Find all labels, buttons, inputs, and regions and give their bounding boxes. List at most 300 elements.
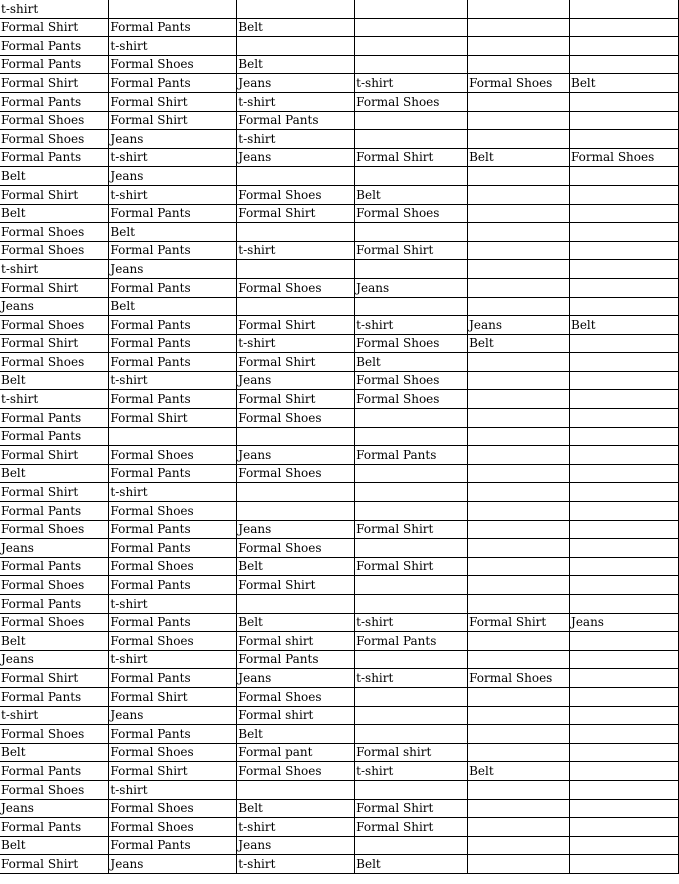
- table-cell[interactable]: [468, 111, 570, 130]
- table-cell[interactable]: Formal Pants: [0, 818, 109, 837]
- table-cell[interactable]: [237, 297, 355, 316]
- table-cell[interactable]: [468, 743, 570, 762]
- table-cell[interactable]: Formal Pants: [109, 613, 237, 632]
- table-cell[interactable]: [468, 37, 570, 56]
- table-cell[interactable]: Formal Pants: [109, 204, 237, 223]
- table-row: [0, 595, 679, 614]
- table-cell[interactable]: [570, 241, 679, 260]
- table-cell[interactable]: Formal Pants: [0, 37, 109, 56]
- table-row: [0, 576, 679, 595]
- table-cell[interactable]: [468, 557, 570, 576]
- table-cell[interactable]: Formal Shoes: [109, 799, 237, 818]
- table-cell[interactable]: [468, 539, 570, 558]
- table-cell[interactable]: Formal Shoes: [237, 539, 355, 558]
- table-cell[interactable]: [570, 55, 679, 74]
- table-cell[interactable]: Formal Pants: [237, 650, 355, 669]
- table-cell[interactable]: [109, 427, 237, 446]
- table-cell[interactable]: Formal Pants: [355, 632, 468, 651]
- table-cell[interactable]: Formal Shirt: [109, 762, 237, 781]
- table-cell[interactable]: [468, 836, 570, 855]
- table-cell[interactable]: Formal Shoes: [109, 446, 237, 465]
- table-cell[interactable]: Formal Shoes: [355, 371, 468, 390]
- table-cell[interactable]: Formal Shoes: [109, 55, 237, 74]
- table-cell[interactable]: [468, 687, 570, 706]
- table-cell[interactable]: Belt: [570, 316, 679, 335]
- table-cell[interactable]: Formal Shirt: [237, 204, 355, 223]
- table-cell[interactable]: Formal Shirt: [237, 576, 355, 595]
- table-row: [0, 409, 679, 428]
- table-cell[interactable]: [355, 111, 468, 130]
- table-cell[interactable]: [570, 223, 679, 242]
- table-cell[interactable]: Formal Shirt: [0, 669, 109, 688]
- table-cell[interactable]: Jeans: [109, 130, 237, 149]
- table-cell[interactable]: Formal Pants: [0, 595, 109, 614]
- table-cell[interactable]: Formal Pants: [0, 687, 109, 706]
- table-cell[interactable]: [468, 167, 570, 186]
- table-cell[interactable]: [570, 371, 679, 390]
- table-cell[interactable]: [468, 409, 570, 428]
- table-cell[interactable]: [355, 725, 468, 744]
- table-cell[interactable]: t-shirt: [0, 706, 109, 725]
- table-cell[interactable]: Jeans: [237, 74, 355, 93]
- table-cell[interactable]: Belt: [0, 743, 109, 762]
- table-cell[interactable]: [570, 0, 679, 18]
- table-cell[interactable]: Jeans: [109, 706, 237, 725]
- table-cell[interactable]: t-shirt: [355, 613, 468, 632]
- table-cell[interactable]: Jeans: [0, 650, 109, 669]
- table-cell[interactable]: [570, 204, 679, 223]
- table-cell[interactable]: Jeans: [237, 148, 355, 167]
- table-cell[interactable]: [570, 650, 679, 669]
- table-cell[interactable]: [237, 483, 355, 502]
- table-cell[interactable]: [468, 185, 570, 204]
- table-cell[interactable]: [570, 595, 679, 614]
- table-cell[interactable]: Formal Shoes: [0, 725, 109, 744]
- table-cell[interactable]: Belt: [0, 836, 109, 855]
- table-cell[interactable]: [570, 836, 679, 855]
- table-cell[interactable]: Formal Pants: [0, 762, 109, 781]
- table-cell[interactable]: Formal Shirt: [0, 18, 109, 37]
- table-cell[interactable]: Belt: [237, 557, 355, 576]
- table-cell[interactable]: [468, 483, 570, 502]
- table-cell[interactable]: t-shirt: [109, 148, 237, 167]
- table-cell[interactable]: Jeans: [237, 446, 355, 465]
- table-cell[interactable]: [237, 427, 355, 446]
- table-cell[interactable]: Formal Shirt: [0, 278, 109, 297]
- table-cell[interactable]: t-shirt: [237, 130, 355, 149]
- table-cell[interactable]: [570, 799, 679, 818]
- table-cell[interactable]: [570, 483, 679, 502]
- table-cell[interactable]: [355, 223, 468, 242]
- table-cell[interactable]: [570, 557, 679, 576]
- table-cell[interactable]: [355, 780, 468, 799]
- table-cell[interactable]: [355, 483, 468, 502]
- table-cell[interactable]: [355, 409, 468, 428]
- table-cell[interactable]: Formal Shoes: [237, 687, 355, 706]
- table-cell[interactable]: Formal Pants: [109, 353, 237, 372]
- table-cell[interactable]: Formal Shoes: [109, 632, 237, 651]
- table-cell[interactable]: [570, 353, 679, 372]
- table-cell[interactable]: Formal Pants: [109, 334, 237, 353]
- table-cell[interactable]: Formal Shirt: [237, 316, 355, 335]
- table-cell[interactable]: [570, 185, 679, 204]
- table-cell[interactable]: [570, 409, 679, 428]
- table-cell[interactable]: Formal Pants: [0, 427, 109, 446]
- table-cell[interactable]: Formal Shoes: [237, 464, 355, 483]
- table-cell[interactable]: Jeans: [0, 297, 109, 316]
- table-cell[interactable]: [355, 167, 468, 186]
- table-cell[interactable]: [570, 167, 679, 186]
- table-cell[interactable]: [237, 595, 355, 614]
- table-cell[interactable]: [570, 576, 679, 595]
- table-cell[interactable]: [570, 706, 679, 725]
- table-cell[interactable]: Formal Shirt: [0, 334, 109, 353]
- table-cell[interactable]: Belt: [237, 18, 355, 37]
- table-cell[interactable]: Formal Shirt: [355, 557, 468, 576]
- table-cell[interactable]: Jeans: [237, 371, 355, 390]
- table-cell[interactable]: Formal Shirt: [109, 409, 237, 428]
- table-cell[interactable]: t-shirt: [109, 185, 237, 204]
- table-cell[interactable]: Formal Shoes: [0, 111, 109, 130]
- table-cell[interactable]: Jeans: [355, 278, 468, 297]
- table-cell[interactable]: [355, 836, 468, 855]
- table-cell[interactable]: Formal pant: [237, 743, 355, 762]
- table-cell[interactable]: [570, 260, 679, 279]
- table-cell[interactable]: Formal Shoes: [0, 520, 109, 539]
- table-cell[interactable]: [468, 446, 570, 465]
- table-cell[interactable]: Formal Pants: [0, 557, 109, 576]
- table-cell[interactable]: Jeans: [109, 260, 237, 279]
- table-cell[interactable]: Formal Pants: [355, 446, 468, 465]
- table-cell[interactable]: Formal Shoes: [0, 780, 109, 799]
- table-cell[interactable]: Formal Pants: [0, 55, 109, 74]
- table-cell[interactable]: [468, 725, 570, 744]
- table-cell[interactable]: Belt: [109, 297, 237, 316]
- table-cell[interactable]: Formal Pants: [109, 836, 237, 855]
- table-cell[interactable]: Formal Shoes: [0, 576, 109, 595]
- table-cell[interactable]: Formal Shoes: [468, 74, 570, 93]
- table-cell[interactable]: [570, 18, 679, 37]
- table-cell[interactable]: Formal Pants: [237, 111, 355, 130]
- table-cell[interactable]: [468, 427, 570, 446]
- table-cell[interactable]: [570, 111, 679, 130]
- table-cell[interactable]: Formal shirt: [355, 743, 468, 762]
- table-cell[interactable]: Formal Shoes: [0, 353, 109, 372]
- table-cell[interactable]: Jeans: [237, 520, 355, 539]
- table-row: [0, 55, 679, 74]
- table-row: [0, 92, 679, 111]
- table-cell[interactable]: [570, 725, 679, 744]
- table-cell[interactable]: t-shirt: [355, 74, 468, 93]
- table-cell[interactable]: [237, 260, 355, 279]
- table-cell[interactable]: Formal Pants: [109, 725, 237, 744]
- table-cell[interactable]: t-shirt: [355, 669, 468, 688]
- table-cell[interactable]: Formal Shoes: [0, 223, 109, 242]
- table-cell[interactable]: t-shirt: [237, 334, 355, 353]
- table-cell[interactable]: Jeans: [237, 669, 355, 688]
- table-cell[interactable]: t-shirt: [237, 92, 355, 111]
- table-cell[interactable]: Formal Pants: [109, 576, 237, 595]
- table-cell[interactable]: Formal Shirt: [237, 390, 355, 409]
- table-cell[interactable]: Formal Pants: [109, 241, 237, 260]
- table-cell[interactable]: [570, 687, 679, 706]
- table-cell[interactable]: Formal Shirt: [237, 353, 355, 372]
- table-cell[interactable]: Belt: [0, 632, 109, 651]
- table-cell[interactable]: [468, 650, 570, 669]
- table-cell[interactable]: [570, 390, 679, 409]
- table-cell[interactable]: t-shirt: [355, 316, 468, 335]
- table-cell[interactable]: [468, 799, 570, 818]
- table-cell[interactable]: Formal Shirt: [0, 185, 109, 204]
- table-cell[interactable]: t-shirt: [109, 780, 237, 799]
- table-cell[interactable]: Formal Pants: [0, 409, 109, 428]
- table-cell[interactable]: Formal Shirt: [355, 818, 468, 837]
- table-cell[interactable]: [570, 92, 679, 111]
- table-cell[interactable]: [468, 371, 570, 390]
- table-cell[interactable]: Formal Pants: [0, 148, 109, 167]
- table-cell[interactable]: Belt: [0, 371, 109, 390]
- table-cell[interactable]: [468, 632, 570, 651]
- table-cell[interactable]: [355, 0, 468, 18]
- table-cell[interactable]: Formal Shirt: [355, 148, 468, 167]
- table-row: [0, 260, 679, 279]
- table-cell[interactable]: [570, 632, 679, 651]
- table-cell[interactable]: Formal Shirt: [109, 92, 237, 111]
- table-cell[interactable]: [570, 855, 679, 874]
- table-cell[interactable]: [468, 576, 570, 595]
- table-cell[interactable]: t-shirt: [109, 371, 237, 390]
- table-cell[interactable]: [355, 502, 468, 521]
- table-row: [0, 334, 679, 353]
- table-row: [0, 223, 679, 242]
- table-cell[interactable]: Formal Pants: [109, 669, 237, 688]
- table-cell[interactable]: Belt: [237, 613, 355, 632]
- table-cell[interactable]: [468, 706, 570, 725]
- table-cell[interactable]: t-shirt: [109, 595, 237, 614]
- table-cell[interactable]: Formal Shoes: [355, 92, 468, 111]
- table-cell[interactable]: Formal Pants: [109, 316, 237, 335]
- table-cell[interactable]: Formal Shirt: [109, 111, 237, 130]
- table-cell[interactable]: Formal Pants: [0, 502, 109, 521]
- table-cell[interactable]: [355, 650, 468, 669]
- table-cell[interactable]: [237, 167, 355, 186]
- table-cell[interactable]: Belt: [237, 725, 355, 744]
- table-cell[interactable]: Belt: [0, 167, 109, 186]
- table-row: [0, 613, 679, 632]
- table-cell[interactable]: Formal Shoes: [0, 613, 109, 632]
- table-cell[interactable]: Formal Shoes: [355, 334, 468, 353]
- table-cell[interactable]: Formal Pants: [109, 18, 237, 37]
- table-cell[interactable]: [468, 0, 570, 18]
- table-cell[interactable]: Belt: [355, 353, 468, 372]
- table-cell[interactable]: [570, 669, 679, 688]
- table-cell[interactable]: t-shirt: [0, 0, 109, 18]
- table-cell[interactable]: Jeans: [468, 316, 570, 335]
- table-cell[interactable]: [355, 297, 468, 316]
- table-cell[interactable]: Formal Shirt: [0, 483, 109, 502]
- table-cell[interactable]: [468, 204, 570, 223]
- table-cell[interactable]: [468, 92, 570, 111]
- table-cell[interactable]: Formal Shirt: [0, 74, 109, 93]
- table-cell[interactable]: [468, 223, 570, 242]
- table-cell[interactable]: [570, 780, 679, 799]
- table-cell[interactable]: [355, 130, 468, 149]
- table-cell[interactable]: [237, 0, 355, 18]
- table-cell[interactable]: Jeans: [237, 836, 355, 855]
- table-cell[interactable]: Jeans: [109, 167, 237, 186]
- table-cell[interactable]: t-shirt: [237, 855, 355, 874]
- table-row: [0, 687, 679, 706]
- table-cell[interactable]: t-shirt: [109, 483, 237, 502]
- table-cell[interactable]: Belt: [0, 464, 109, 483]
- table-cell[interactable]: [570, 37, 679, 56]
- table-cell[interactable]: [355, 37, 468, 56]
- table-cell[interactable]: [570, 427, 679, 446]
- table-cell[interactable]: [570, 297, 679, 316]
- table-cell[interactable]: Belt: [0, 204, 109, 223]
- table-cell[interactable]: Formal Shirt: [355, 799, 468, 818]
- table-cell[interactable]: Formal Shoes: [0, 241, 109, 260]
- table-cell[interactable]: [468, 241, 570, 260]
- table-cell[interactable]: [570, 762, 679, 781]
- table-cell[interactable]: Formal Shoes: [109, 502, 237, 521]
- table-cell[interactable]: t-shirt: [0, 260, 109, 279]
- table-row: [0, 483, 679, 502]
- table-cell[interactable]: Formal Shoes: [355, 204, 468, 223]
- table-cell[interactable]: Belt: [355, 185, 468, 204]
- table-cell[interactable]: Formal Shirt: [355, 520, 468, 539]
- table-cell[interactable]: Formal Shoes: [109, 818, 237, 837]
- table-cell[interactable]: [355, 464, 468, 483]
- table-cell[interactable]: [468, 55, 570, 74]
- table-cell[interactable]: Formal Shirt: [109, 687, 237, 706]
- table-cell[interactable]: [570, 743, 679, 762]
- table-cell[interactable]: [468, 855, 570, 874]
- table-cell[interactable]: Formal Shoes: [0, 316, 109, 335]
- table-cell[interactable]: [468, 260, 570, 279]
- table-cell[interactable]: [237, 780, 355, 799]
- table-cell[interactable]: Formal Pants: [109, 464, 237, 483]
- table-cell[interactable]: [468, 297, 570, 316]
- table-cell[interactable]: Belt: [468, 762, 570, 781]
- table-cell[interactable]: [570, 130, 679, 149]
- table-cell[interactable]: t-shirt: [355, 762, 468, 781]
- table-cell[interactable]: [570, 278, 679, 297]
- table-cell[interactable]: Formal Pants: [109, 520, 237, 539]
- table-cell[interactable]: Formal Shoes: [468, 669, 570, 688]
- table-row: [0, 557, 679, 576]
- table-row: [0, 743, 679, 762]
- table-cell[interactable]: Formal Pants: [109, 278, 237, 297]
- table-cell[interactable]: Formal Shoes: [0, 130, 109, 149]
- table-cell[interactable]: [468, 818, 570, 837]
- table-cell[interactable]: [468, 353, 570, 372]
- table-cell[interactable]: [355, 427, 468, 446]
- table-row: [0, 669, 679, 688]
- table-cell[interactable]: [570, 464, 679, 483]
- table-cell[interactable]: Formal Shoes: [237, 409, 355, 428]
- table-row: [0, 74, 679, 93]
- table-cell[interactable]: t-shirt: [109, 37, 237, 56]
- table-cell[interactable]: Formal Shirt: [0, 446, 109, 465]
- table-cell[interactable]: [570, 539, 679, 558]
- table-cell[interactable]: Formal Pants: [109, 74, 237, 93]
- table-cell[interactable]: Belt: [355, 855, 468, 874]
- table-cell[interactable]: Formal Shoes: [355, 390, 468, 409]
- table-cell[interactable]: Formal Shoes: [570, 148, 679, 167]
- table-row: [0, 539, 679, 558]
- table-cell[interactable]: [355, 706, 468, 725]
- table-cell[interactable]: [468, 278, 570, 297]
- table-cell[interactable]: [355, 576, 468, 595]
- table-cell[interactable]: [355, 260, 468, 279]
- table-cell[interactable]: Formal Shirt: [468, 613, 570, 632]
- table-cell[interactable]: Jeans: [570, 613, 679, 632]
- table-cell[interactable]: [355, 687, 468, 706]
- table-cell[interactable]: [570, 446, 679, 465]
- table-cell[interactable]: Formal Shoes: [237, 762, 355, 781]
- table-cell[interactable]: t-shirt: [0, 390, 109, 409]
- table-cell[interactable]: [468, 502, 570, 521]
- table-cell[interactable]: Jeans: [109, 855, 237, 874]
- table-cell[interactable]: Formal Pants: [0, 92, 109, 111]
- table-cell[interactable]: Belt: [109, 223, 237, 242]
- table-cell[interactable]: Belt: [468, 148, 570, 167]
- table-cell[interactable]: Belt: [237, 799, 355, 818]
- table-cell[interactable]: [468, 390, 570, 409]
- table-cell[interactable]: [355, 55, 468, 74]
- table-cell[interactable]: t-shirt: [237, 241, 355, 260]
- table-cell[interactable]: [468, 595, 570, 614]
- table-cell[interactable]: [570, 818, 679, 837]
- table-cell[interactable]: [237, 37, 355, 56]
- table-cell[interactable]: [355, 595, 468, 614]
- table-cell[interactable]: [237, 502, 355, 521]
- table-cell[interactable]: Jeans: [0, 799, 109, 818]
- table-cell[interactable]: [355, 18, 468, 37]
- table-cell[interactable]: [468, 464, 570, 483]
- table-cell[interactable]: [468, 18, 570, 37]
- table-cell[interactable]: [570, 502, 679, 521]
- table-cell[interactable]: [109, 0, 237, 18]
- table-cell[interactable]: [468, 130, 570, 149]
- table-cell[interactable]: Formal Pants: [109, 539, 237, 558]
- table-cell[interactable]: Jeans: [0, 539, 109, 558]
- table-cell[interactable]: Formal Shoes: [237, 278, 355, 297]
- table-cell[interactable]: Formal shirt: [237, 632, 355, 651]
- table-cell[interactable]: [570, 520, 679, 539]
- table-cell[interactable]: Formal shirt: [237, 706, 355, 725]
- table-cell[interactable]: Belt: [468, 334, 570, 353]
- table-cell[interactable]: t-shirt: [109, 650, 237, 669]
- table-cell[interactable]: Formal Shirt: [355, 241, 468, 260]
- table-cell[interactable]: [355, 539, 468, 558]
- table-cell[interactable]: Belt: [570, 74, 679, 93]
- table-row: [0, 185, 679, 204]
- table-cell[interactable]: Formal Shirt: [0, 855, 109, 874]
- table-cell[interactable]: Formal Shoes: [109, 743, 237, 762]
- table-cell[interactable]: [570, 334, 679, 353]
- table-cell[interactable]: [237, 223, 355, 242]
- table-cell[interactable]: [468, 780, 570, 799]
- table-row: [0, 706, 679, 725]
- table-cell[interactable]: Belt: [237, 55, 355, 74]
- table-cell[interactable]: Formal Shoes: [237, 185, 355, 204]
- table-cell[interactable]: t-shirt: [237, 818, 355, 837]
- table-cell[interactable]: Formal Shoes: [109, 557, 237, 576]
- table-cell[interactable]: Formal Pants: [109, 390, 237, 409]
- table-cell[interactable]: [468, 520, 570, 539]
